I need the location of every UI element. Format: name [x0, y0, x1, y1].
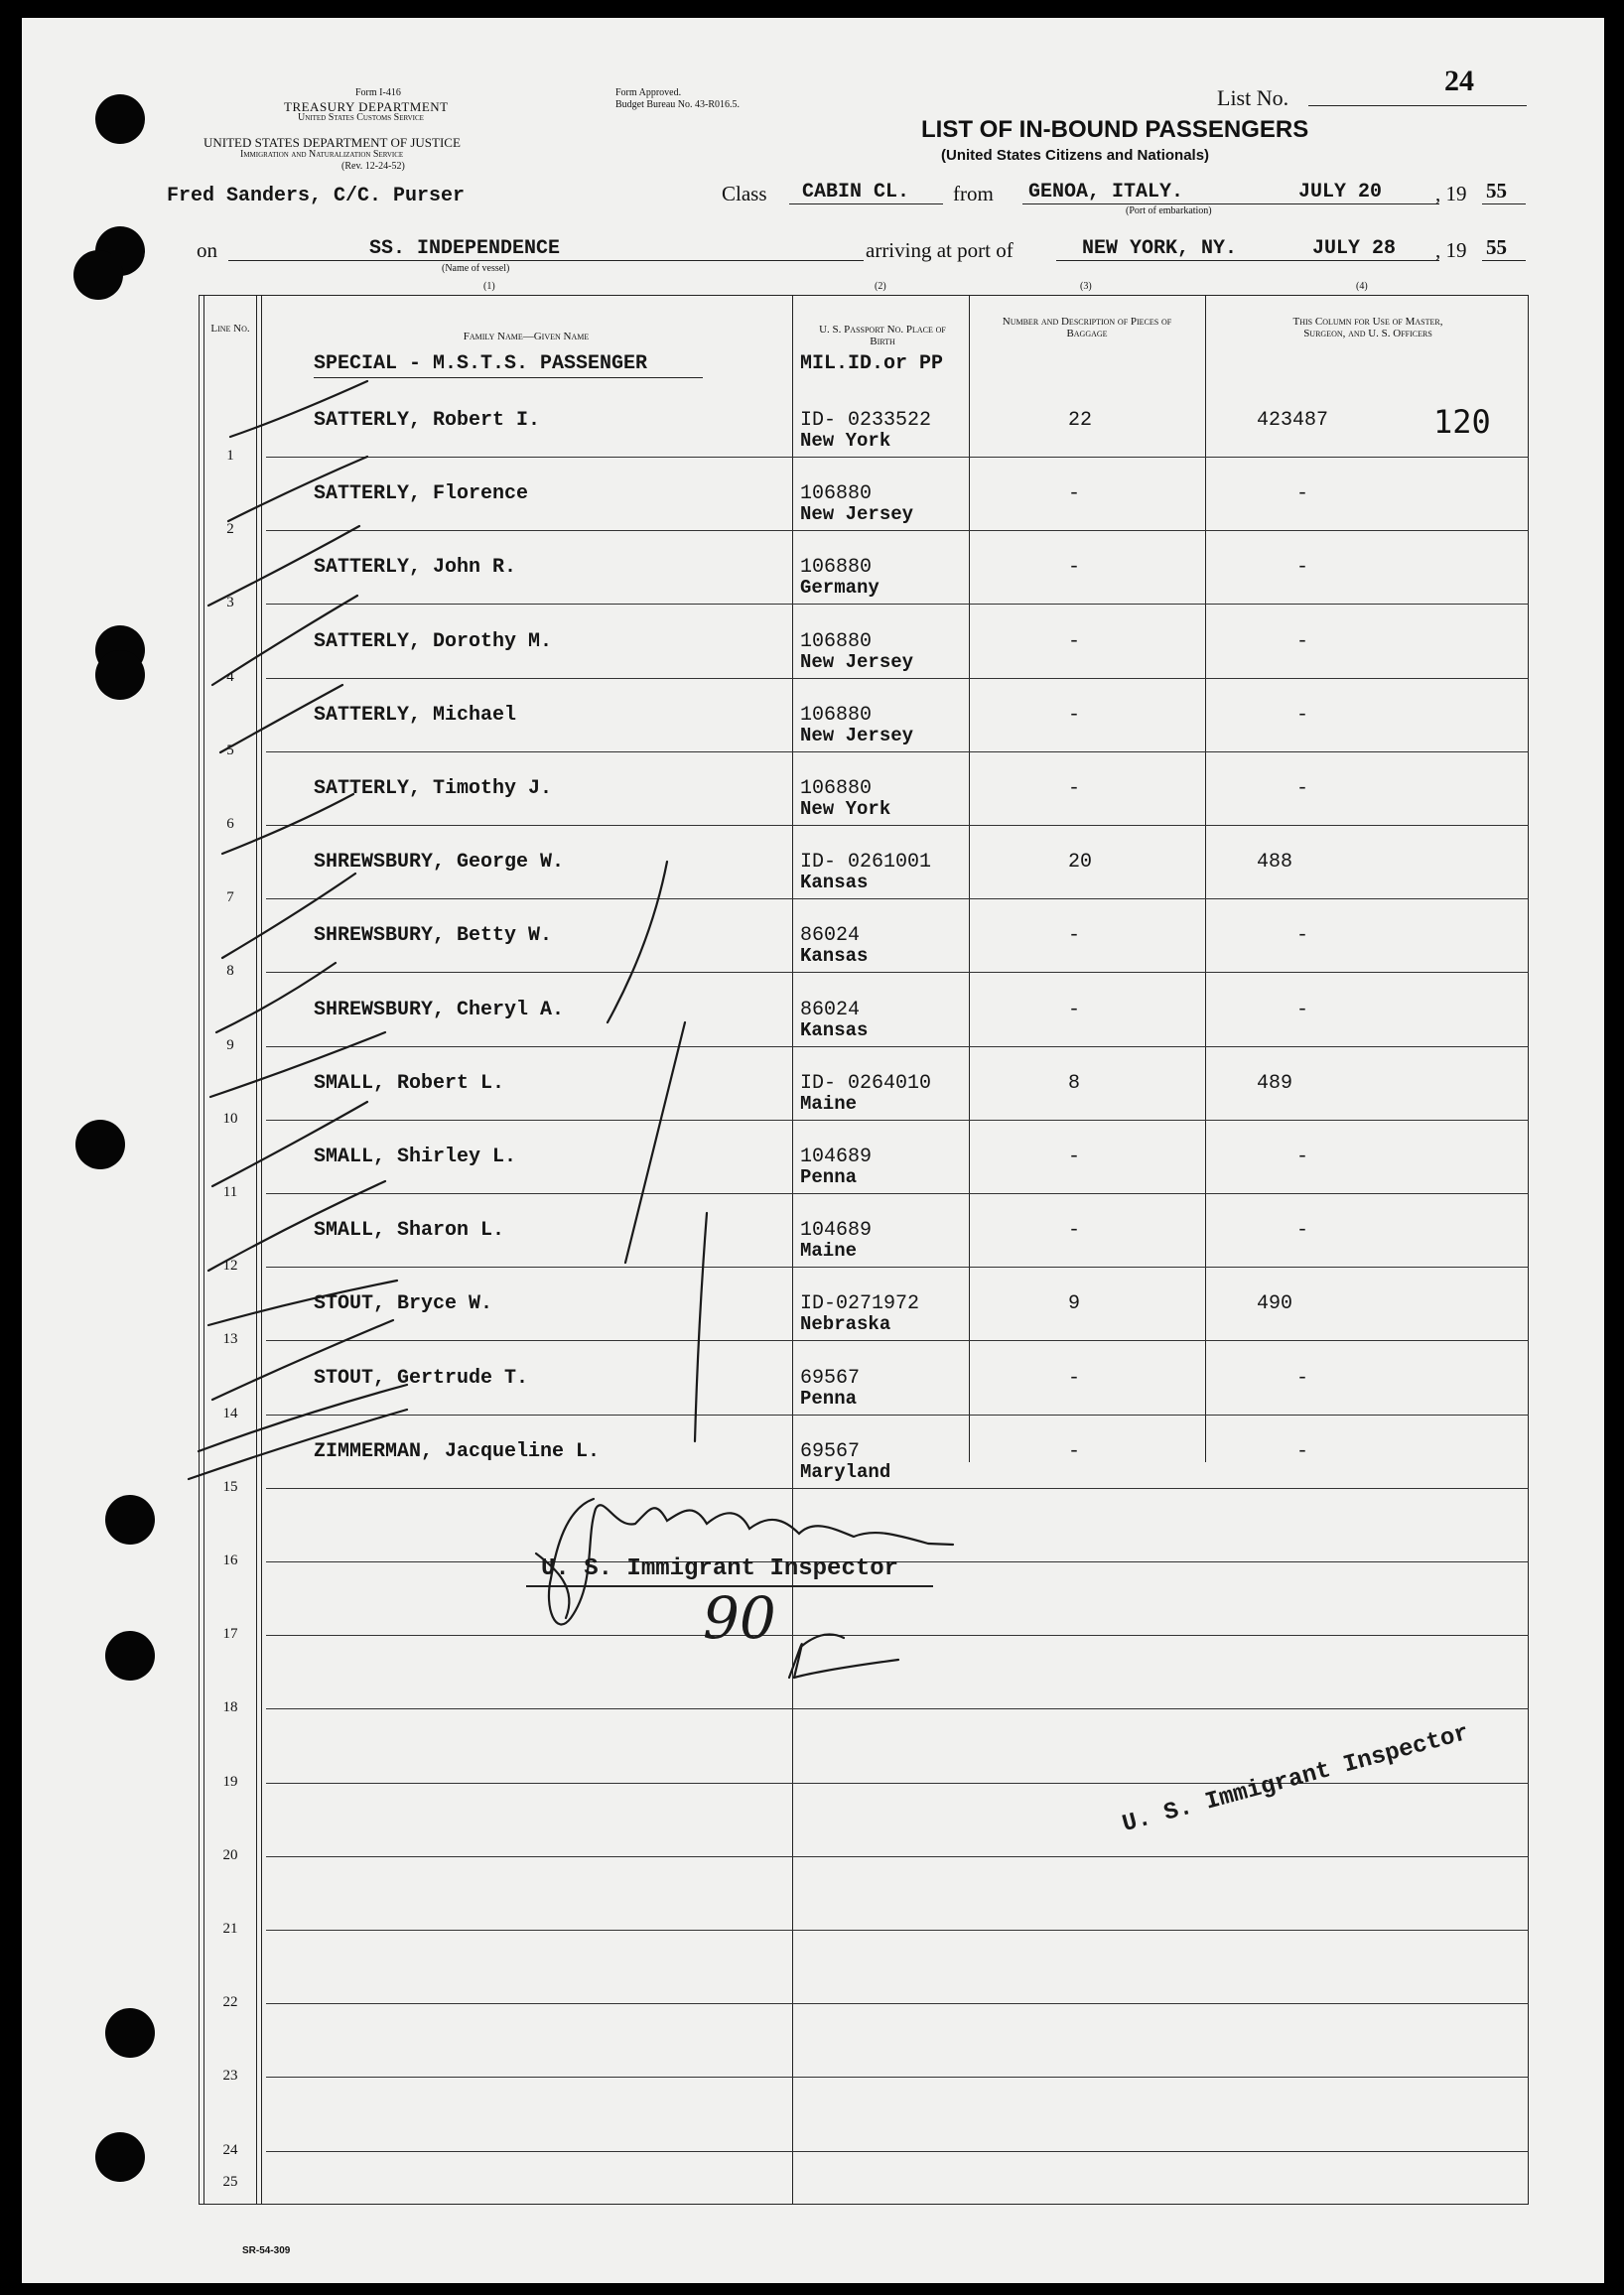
- passenger-name: STOUT, Bryce W.: [314, 1292, 493, 1316]
- line-number: 6: [226, 816, 234, 832]
- list-number-label: List No.: [1217, 85, 1289, 110]
- officer-entry: -: [1296, 1219, 1309, 1243]
- birthplace: Kansas: [800, 872, 869, 894]
- baggage-count: 9: [1068, 1292, 1081, 1316]
- special-heading: SPECIAL - M.S.T.S. PASSENGER: [314, 352, 648, 375]
- arrival-year: 55: [1486, 235, 1507, 259]
- inspector-stamp-center: U. S. Immigrant Inspector: [541, 1555, 899, 1582]
- line-number: 19: [222, 1773, 238, 1790]
- line-number: 9: [226, 1036, 234, 1053]
- header-name: Family Name—Given Name: [463, 331, 590, 342]
- officer-entry: 423487: [1257, 409, 1329, 432]
- line-number: 24: [222, 2141, 238, 2158]
- treasury-department: TREASURY DEPARTMENT: [284, 99, 449, 114]
- passport-number: 104689: [800, 1146, 873, 1168]
- line-number: 22: [222, 1994, 238, 2011]
- birthplace: New York: [800, 798, 891, 820]
- line-number: 2: [226, 521, 234, 538]
- departure-year: 55: [1486, 179, 1507, 202]
- port-embarkation-caption: (Port of embarkation): [1126, 205, 1212, 216]
- list-title: LIST OF IN-BOUND PASSENGERS: [921, 116, 1309, 143]
- passenger-name: SATTERLY, Florence: [314, 482, 529, 506]
- passport-number: ID- 0261001: [800, 851, 932, 875]
- header-line-no: Line No.: [210, 323, 250, 335]
- header-officers: This Column for Use of Master, Surgeon, and U. S. Officers: [1292, 316, 1443, 339]
- baggage-count: -: [1068, 629, 1081, 653]
- baggage-count: -: [1068, 703, 1081, 727]
- arrival-date: JULY 28: [1312, 237, 1397, 260]
- passenger-name: SHREWSBURY, Betty W.: [314, 924, 553, 948]
- vessel-name: SS. INDEPENDENCE: [369, 237, 561, 260]
- baggage-count: 20: [1068, 851, 1093, 875]
- line-number: 25: [222, 2174, 238, 2190]
- officer-entry: 490: [1257, 1292, 1293, 1316]
- birthplace: New Jersey: [800, 724, 914, 746]
- line-number: 14: [222, 1405, 238, 1421]
- passport-number: 86024: [800, 998, 861, 1021]
- birthplace: Kansas: [800, 1018, 869, 1041]
- officer-entry: -: [1296, 1439, 1309, 1463]
- birthplace: Maine: [800, 1240, 858, 1263]
- form-approved: Form Approved.: [615, 87, 682, 98]
- list-number-value: 24: [1444, 65, 1474, 97]
- inspector-stamp-right: U. S. Immigrant Inspector: [1120, 1719, 1472, 1839]
- arrival-year-prefix: , 19: [1435, 238, 1467, 262]
- birthplace: New Jersey: [800, 650, 914, 673]
- officer-entry: -: [1296, 924, 1309, 948]
- baggage-count: -: [1068, 1219, 1081, 1243]
- officer-entry: -: [1296, 1366, 1309, 1390]
- arrival-port: NEW YORK, NY.: [1082, 237, 1238, 260]
- line-number: 8: [226, 963, 234, 980]
- birthplace: Nebraska: [800, 1313, 891, 1336]
- class-label: Class: [722, 182, 767, 205]
- passport-number: 106880: [800, 703, 873, 727]
- line-number: 16: [222, 1552, 238, 1568]
- form-number: Form I-416: [355, 87, 401, 98]
- footer-form-code: SR-54-309: [242, 2245, 291, 2256]
- officer-entry: 488: [1257, 851, 1293, 875]
- column-number-1: (1): [483, 281, 495, 292]
- passport-number: 106880: [800, 777, 873, 800]
- line-number: 10: [222, 1110, 238, 1127]
- baggage-count: -: [1068, 924, 1081, 948]
- column-number-2: (2): [875, 281, 886, 292]
- officer-entry: -: [1296, 703, 1309, 727]
- passport-heading: MIL.ID.or PP: [800, 352, 944, 375]
- handwritten-number: 90: [703, 1584, 776, 1652]
- baggage-count: -: [1068, 1439, 1081, 1463]
- passenger-name: STOUT, Gertrude T.: [314, 1366, 529, 1390]
- birthplace: Kansas: [800, 945, 869, 968]
- passport-number: 106880: [800, 482, 873, 506]
- column-number-3: (3): [1080, 281, 1092, 292]
- line-number: 21: [222, 1921, 238, 1937]
- passport-number: 86024: [800, 924, 861, 948]
- handwritten-note: 120: [1433, 403, 1491, 441]
- birthplace: New York: [800, 430, 891, 452]
- departure-date: JULY 20: [1298, 181, 1383, 203]
- header-passport: U. S. Passport No. Place of Birth: [819, 324, 946, 347]
- baggage-count: 8: [1068, 1071, 1081, 1095]
- naturalization-service: Immigration and Naturalization Service: [240, 149, 404, 160]
- passenger-name: SMALL, Robert L.: [314, 1071, 505, 1095]
- officer-entry: -: [1296, 777, 1309, 800]
- passport-number: 69567: [800, 1366, 861, 1390]
- officer-entry: -: [1296, 629, 1309, 653]
- line-number: 1: [226, 448, 234, 464]
- line-number: 11: [222, 1184, 238, 1200]
- passport-number: ID- 0233522: [800, 409, 932, 432]
- officer-entry: -: [1296, 556, 1309, 580]
- baggage-count: -: [1068, 1366, 1081, 1390]
- baggage-count: -: [1068, 482, 1081, 506]
- budget-bureau: Budget Bureau No. 43-R016.5.: [615, 99, 740, 110]
- passenger-name: SATTERLY, Robert I.: [314, 409, 541, 432]
- birthplace: Germany: [800, 577, 880, 600]
- form-revision: (Rev. 12-24-52): [341, 161, 405, 172]
- passport-number: 106880: [800, 556, 873, 580]
- baggage-count: -: [1068, 1146, 1081, 1168]
- birthplace: Maine: [800, 1092, 858, 1115]
- baggage-count: 22: [1068, 409, 1093, 432]
- passenger-name: SHREWSBURY, Cheryl A.: [314, 998, 565, 1021]
- baggage-count: -: [1068, 777, 1081, 800]
- line-number: 15: [222, 1478, 238, 1495]
- baggage-count: -: [1068, 998, 1081, 1021]
- customs-service: United States Customs Service: [298, 112, 424, 123]
- list-subtitle: (United States Citizens and Nationals): [941, 147, 1210, 164]
- passenger-name: ZIMMERMAN, Jacqueline L.: [314, 1439, 601, 1463]
- line-number: 7: [226, 889, 234, 906]
- passenger-name: SHREWSBURY, George W.: [314, 851, 565, 875]
- on-label: on: [197, 238, 217, 262]
- port-of-embarkation: GENOA, ITALY.: [1028, 181, 1184, 203]
- officer-entry: -: [1296, 1146, 1309, 1168]
- officer-entry: -: [1296, 482, 1309, 506]
- departure-year-prefix: , 19: [1435, 182, 1467, 205]
- passport-number: 69567: [800, 1439, 861, 1463]
- baggage-count: -: [1068, 556, 1081, 580]
- passenger-name: SMALL, Sharon L.: [314, 1219, 505, 1243]
- line-number: 20: [222, 1846, 238, 1863]
- vessel-caption: (Name of vessel): [442, 263, 510, 274]
- birthplace: Penna: [800, 1387, 858, 1410]
- justice-department: UNITED STATES DEPARTMENT OF JUSTICE: [203, 135, 461, 150]
- birthplace: New Jersey: [800, 503, 914, 526]
- line-number: 18: [222, 1699, 238, 1716]
- line-number: 13: [222, 1331, 238, 1348]
- line-number: 17: [222, 1626, 238, 1643]
- passport-number: 104689: [800, 1219, 873, 1243]
- officer-entry: -: [1296, 998, 1309, 1021]
- line-number: 5: [226, 742, 234, 758]
- officer-entry: 489: [1257, 1071, 1293, 1095]
- column-number-4: (4): [1356, 281, 1368, 292]
- passenger-name: SATTERLY, Timothy J.: [314, 777, 553, 800]
- passport-number: ID-0271972: [800, 1292, 920, 1316]
- arriving-label: arriving at port of: [866, 238, 1014, 262]
- purser-name: Fred Sanders, C/C. Purser: [167, 185, 466, 207]
- class-value: CABIN CL.: [802, 181, 910, 203]
- passenger-name: SATTERLY, John R.: [314, 556, 517, 580]
- passenger-name: SATTERLY, Dorothy M.: [314, 629, 553, 653]
- passenger-name: SMALL, Shirley L.: [314, 1146, 517, 1168]
- line-number: 3: [226, 595, 234, 611]
- line-number: 23: [222, 2068, 238, 2085]
- passport-number: ID- 0264010: [800, 1071, 932, 1095]
- birthplace: Penna: [800, 1166, 858, 1188]
- passport-number: 106880: [800, 629, 873, 653]
- passenger-name: SATTERLY, Michael: [314, 703, 517, 727]
- from-label: from: [953, 182, 994, 205]
- line-number: 12: [222, 1258, 238, 1275]
- header-baggage: Number and Description of Pieces of Baggage: [1002, 316, 1172, 339]
- birthplace: Maryland: [800, 1460, 891, 1483]
- line-number: 4: [226, 668, 234, 685]
